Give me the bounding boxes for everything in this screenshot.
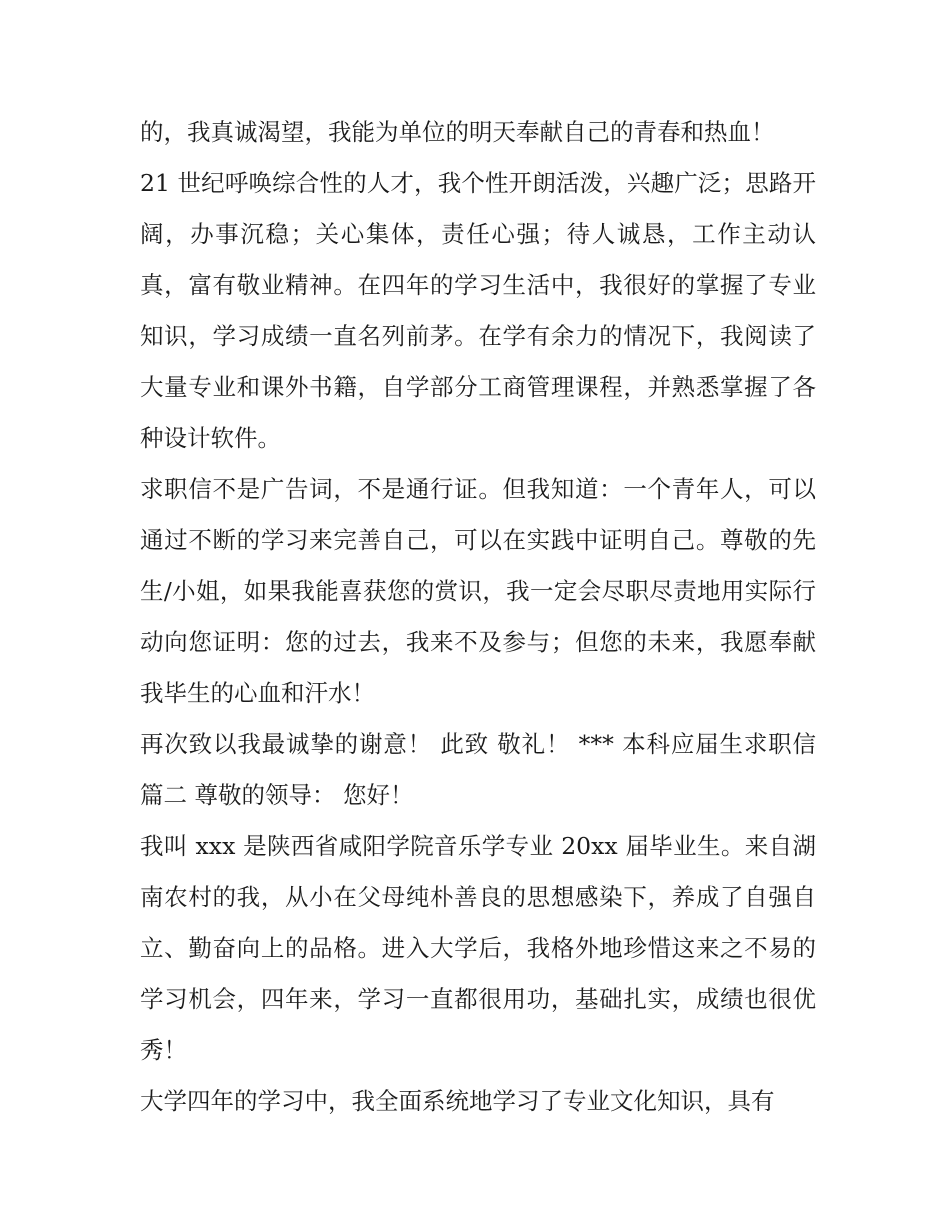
paragraph-self-introduction: 我叫 xxx 是陕西省咸阳学院音乐学专业 20xx 届毕业生。来自湖南农村的我，从小在父母纯朴善良的思想感染下，养成了自强自立、勤奋向上的品格。进入大学后，我格外地珍惜这来之不易的学习机会，四年来，学习一直都很用功，基础扎实，成绩也很优秀！: [140, 832, 816, 1064]
paragraph-personal-qualities: 21 世纪呼唤综合性的人才，我个性开朗活泼，兴趣广泛；思路开阔，办事沉稳；关心集体，责任心强；待人诚恳，工作主动认真，富有敬业精神。在四年的学习生活中，我很好的掌握了专业知识，学习成绩一直名列前茅。在学有余力的情况下，我阅读了大量专业和课外书籍，自学部分工商管理课程，并熟悉掌握了各种设计软件。: [140, 169, 816, 452]
paragraph-salutation: 再次致以我最诚挚的谢意！ 此致 敬礼！ *** 本科应届生求职信篇二 尊敬的领导： 您好！: [140, 730, 816, 809]
document-body: [140, 107, 816, 1127]
paragraph-cover-letter-purpose: 求职信不是广告词，不是通行证。但我知道：一个青年人，可以通过不断的学习来完善自己，可以在实践中证明自己。尊敬的先生/小姐，如果我能喜获您的赏识，我一定会尽职尽责地用实际行动向您证明：您的过去，我来不及参与；但您的未来，我愿奉献我毕生的心血和汗水！: [140, 475, 816, 707]
paragraph-closing-wish: 的，我真诚渴望，我能为单位的明天奉献自己的青春和热血！: [140, 118, 775, 146]
paragraph-university-study: 大学四年的学习中，我全面系统地学习了专业文化知识，具有: [140, 1087, 775, 1115]
